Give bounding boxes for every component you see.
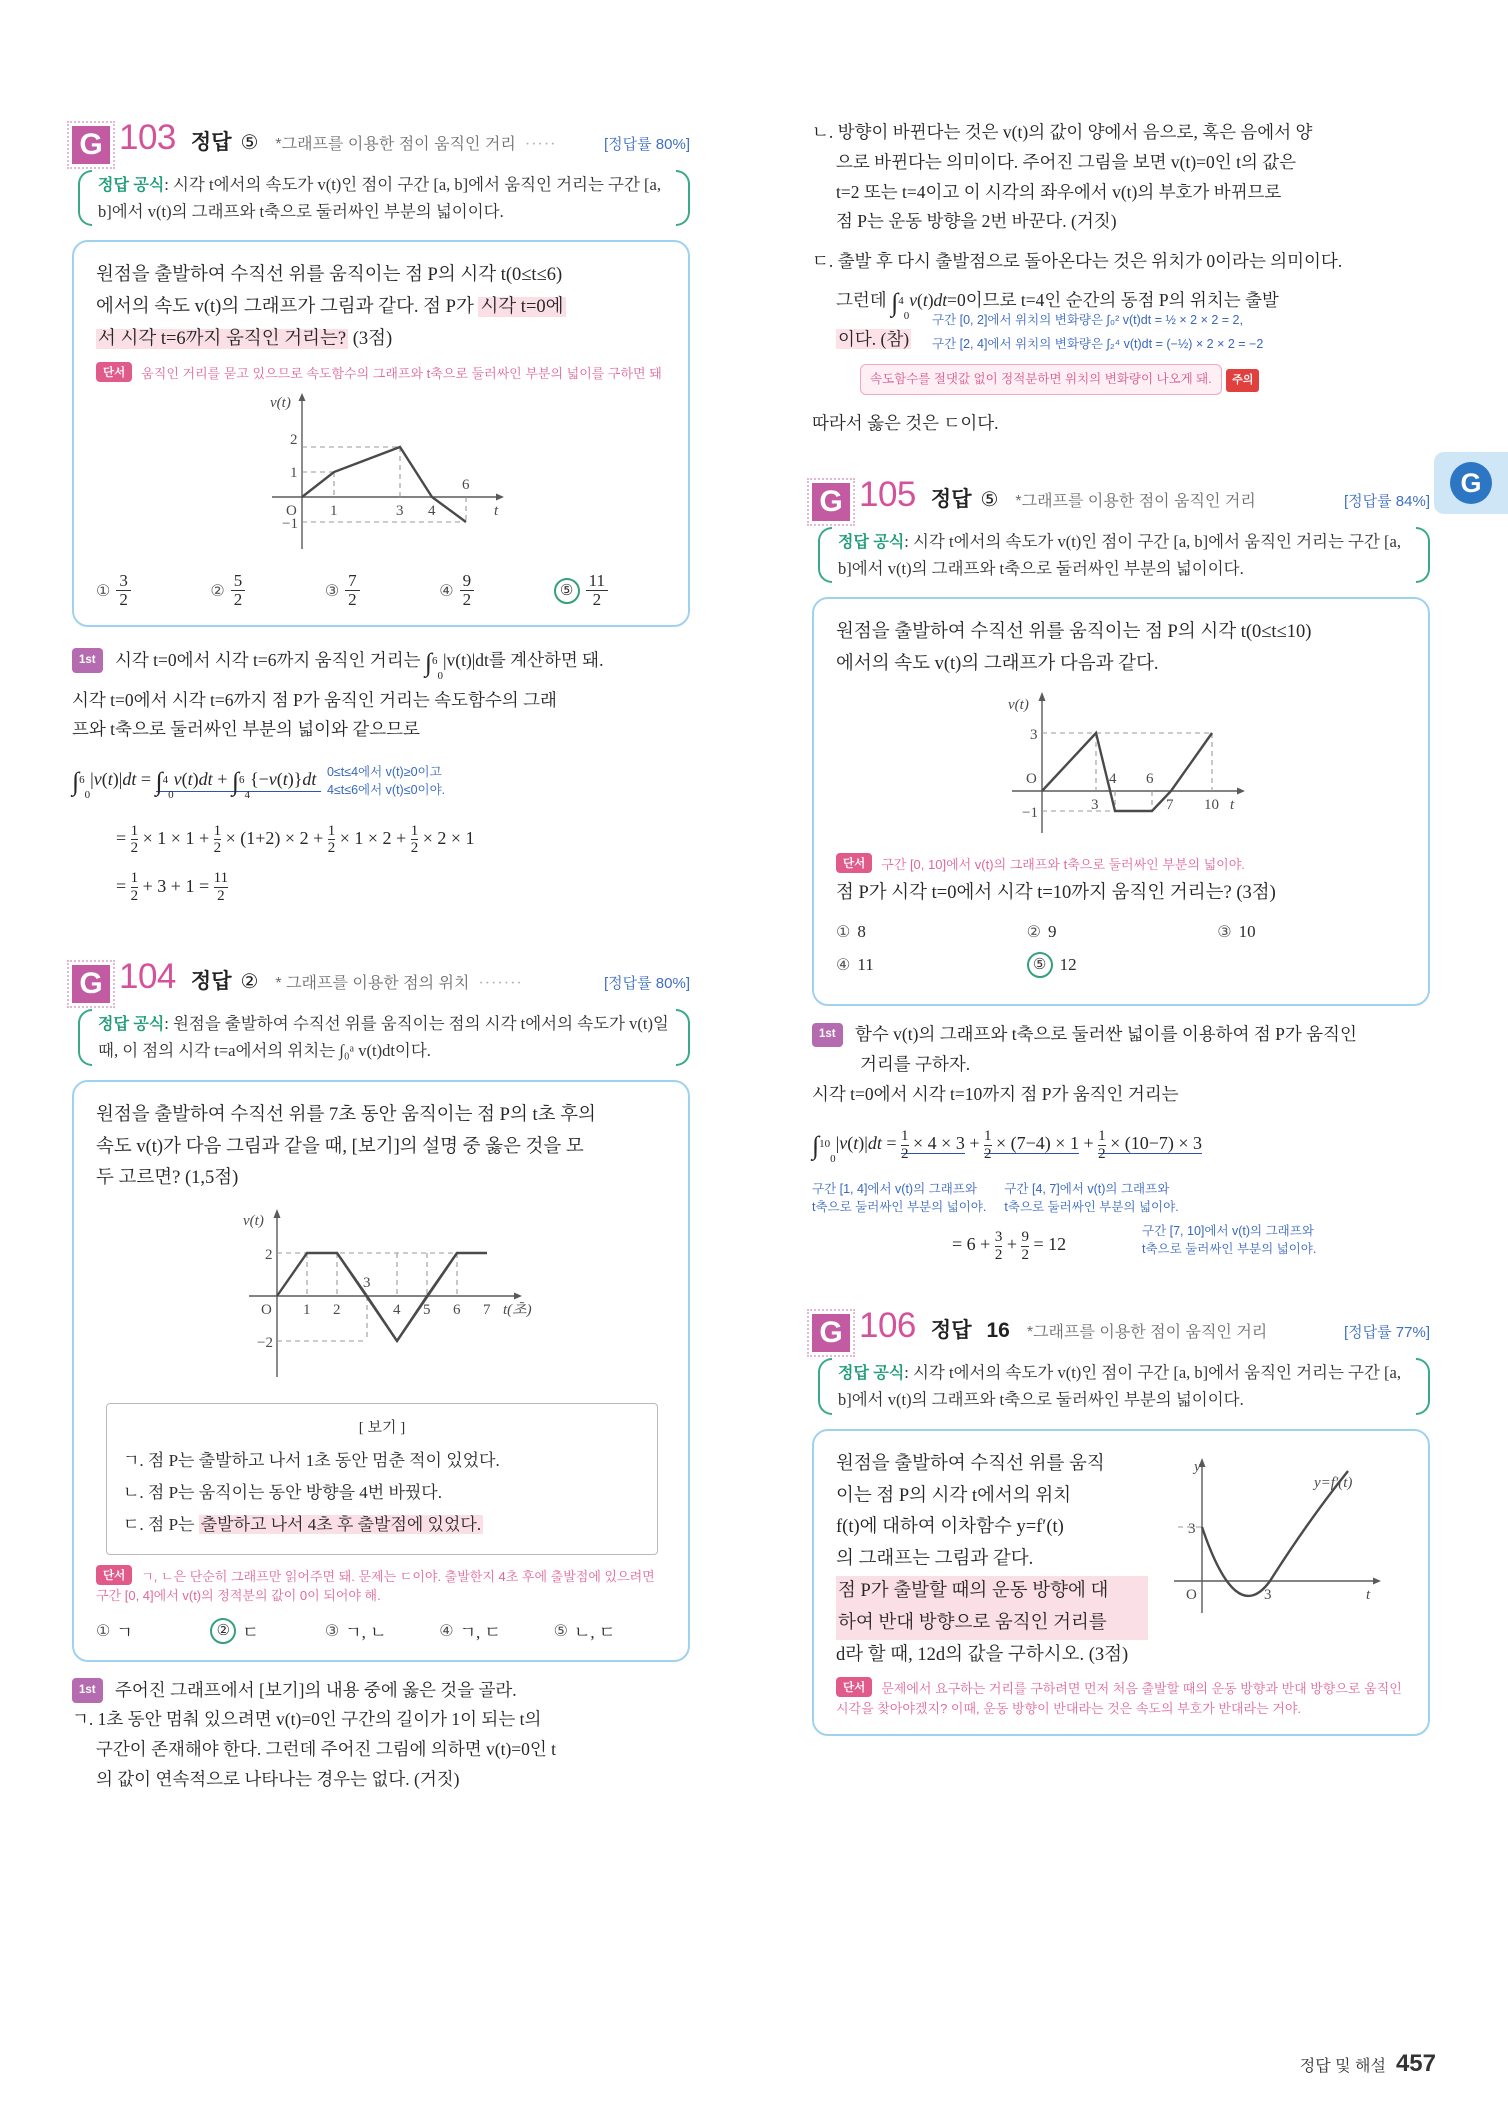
- equation-103-line-3: = $\frac{1}{2}$ + 3 + 1 = $\frac{11}{2}$: [116, 870, 229, 904]
- hint-tag: 단서: [836, 853, 872, 873]
- choice-value: $\frac{7}{2}$: [345, 572, 360, 609]
- footer-label: 정답 및 해설: [1299, 2058, 1386, 2075]
- question-line-5: d라 할 때, 12d의 값을 구하시오. (3점): [836, 1644, 1129, 1665]
- question-card-104: [72, 1080, 690, 1662]
- svg-text:2: 2: [290, 432, 298, 449]
- topic-label: * 그래프를 이용한 점의 위치: [275, 975, 470, 993]
- svg-text:1: 1: [303, 1302, 311, 1319]
- svg-text:y=f′(t): y=f′(t): [1314, 1474, 1353, 1491]
- problem-106-header: [812, 1306, 1430, 1350]
- solution-body-line-2: 프와 t축으로 둘러싸인 부분의 넓이와 같으므로: [72, 719, 420, 740]
- note-105-a: 구간 [1, 4]에서 v(t)의 그래프와 t축으로 둘러싸인 부분의 넓이야.: [812, 1182, 987, 1215]
- svg-text:v(t): v(t): [1008, 696, 1029, 713]
- step-text-b: 거리를 구하자.: [860, 1053, 971, 1074]
- hint-row-105: [836, 853, 1408, 875]
- question-line-2: 에서의 속도 v(t)의 그래프가 다음과 같다.: [836, 654, 1159, 675]
- hint-tag: 단서: [836, 1677, 872, 1697]
- bogi-item-3: ㄷ. 점 P는 출발하고 나서 4초 후 출발점에 있었다.: [123, 1515, 482, 1535]
- choice-1[interactable]: [836, 922, 1027, 942]
- choice-mark: ⑤: [553, 1622, 568, 1640]
- hint-row-106: [836, 1677, 1408, 1718]
- solution-105: [812, 1020, 1430, 1263]
- g-badge-icon: G: [812, 1314, 850, 1352]
- side-tab-letter: G: [1450, 462, 1492, 504]
- question-line-3: f(t)에 대하여 이차함수 y=f′(t): [836, 1517, 1064, 1538]
- equation-105-result: = 6 + $\frac{3}{2}$ + $\frac{9}{2}$ = 12: [952, 1229, 1067, 1263]
- formula-text: : 시각 t에서의 속도가 v(t)인 점이 구간 [a, b]에서 움직인 거리는 구간 [a, b]에서 v(t)의 그래프와 t축으로 둘러싸인 부분의 넓이이다.: [838, 1363, 1402, 1410]
- choice-value: $\frac{3}{2}$: [116, 572, 131, 609]
- svg-text:t(초): t(초): [503, 1302, 532, 1319]
- choice-mark: ④: [439, 1622, 454, 1640]
- choice-mark: ②: [210, 582, 225, 600]
- choice-4[interactable]: [439, 572, 553, 609]
- step-tag: 1st: [72, 648, 103, 673]
- item-c-line-1: ㄷ. 출발 후 다시 출발점으로 돌아온다는 것은 위치가 0이라는 의미이다.: [812, 251, 1343, 271]
- choice-mark: ②: [1026, 924, 1041, 942]
- answer-value: ②: [240, 971, 259, 994]
- svg-text:6: 6: [1146, 770, 1154, 787]
- step-tag: 1st: [72, 1678, 103, 1703]
- leader-dots: ·····: [524, 136, 557, 153]
- choice-mark: ③: [324, 1622, 340, 1640]
- note-103-b: 4≤t≤6에서 v(t)≤0이야.: [326, 783, 446, 798]
- choice-mark-circled: ⑤: [554, 578, 580, 604]
- step-tag: 1st: [812, 1023, 843, 1048]
- choice-2-selected[interactable]: [210, 1618, 324, 1644]
- question-line-2: 속도 v(t)가 다음 그림과 같을 때, [보기]의 설명 중 옳은 것을 모: [96, 1136, 584, 1157]
- note-c-1: 구간 [0, 2]에서 위치의 변화량은 ∫₀² v(t)dt = ½ × 2 × 2 = 2,: [932, 313, 1243, 328]
- g-badge-icon: G: [812, 483, 850, 521]
- svg-text:3: 3: [1030, 726, 1038, 743]
- formula-label: 정답 공식: [838, 1365, 905, 1383]
- question-line-4: 의 그래프는 그림과 같다.: [836, 1549, 1034, 1570]
- choice-3[interactable]: [325, 1618, 439, 1644]
- question-line-3: [96, 324, 668, 356]
- bogi-item-1: ㄱ. 점 P는 출발하고 나서 1초 동안 멈춘 적이 있었다.: [123, 1450, 500, 1470]
- choices-105: [836, 922, 1408, 988]
- solution-body-line-1: ㄱ. 1초 동안 멈춰 있으려면 v(t)=0인 구간의 길이가 1이 되는 t의: [72, 1709, 542, 1730]
- choice-5[interactable]: [554, 1618, 668, 1644]
- solution-body-line-1: 시각 t=0에서 시각 t=10까지 점 P가 움직인 거리는: [812, 1083, 1179, 1104]
- question-line-3-row: [836, 878, 1408, 910]
- svg-text:3: 3: [1264, 1586, 1272, 1603]
- choice-value: 10: [1238, 922, 1256, 942]
- note-103-a: 0≤t≤4에서 v(t)≥0이고: [326, 764, 442, 779]
- choice-value: 8: [857, 922, 866, 942]
- svg-text:−2: −2: [257, 1335, 273, 1352]
- item-b-line-1: ㄴ. 방향이 바뀐다는 것은 v(t)의 값이 양에서 음으로, 혹은 음에서 양: [812, 122, 1313, 142]
- formula-label: 정답 공식: [98, 1016, 165, 1034]
- svg-text:1: 1: [330, 503, 338, 520]
- bogi-item-2: ㄴ. 점 P는 움직이는 동안 방향을 4번 바꿨다.: [123, 1482, 442, 1502]
- problem-105-header: [812, 475, 1430, 516]
- choice-1[interactable]: [96, 1618, 210, 1644]
- problem-number: 104: [119, 957, 176, 997]
- step-text-a: 시각 t=0에서 시각 t=6까지 움직인 거리는: [115, 649, 425, 670]
- choice-mark-circled: ②: [210, 1618, 236, 1644]
- svg-text:4: 4: [1109, 770, 1117, 787]
- accuracy-rate: [정답률 80%]: [604, 975, 690, 993]
- svg-text:2: 2: [333, 1302, 341, 1319]
- svg-text:7: 7: [1166, 796, 1174, 813]
- step-row-105: [812, 1020, 1430, 1050]
- hint-text: 구간 [0, 10]에서 v(t)의 그래프와 t축으로 둘러싸인 부분의 넓이야.: [881, 856, 1245, 872]
- graph-106: [1158, 1449, 1408, 1672]
- svg-text:4: 4: [393, 1302, 401, 1319]
- question-text: [96, 1100, 668, 1195]
- equation-103-line-2: = $\frac{1}{2}$ × 1 × 1 + $\frac{1}{2}$ × (1+2) × 2 + $\frac{1}{2}$ × 1 × 2 + $\frac{1}{2}$ × 2 × 1: [116, 822, 475, 857]
- choice-3[interactable]: [325, 572, 439, 609]
- choice-value: 12: [1059, 955, 1077, 975]
- formula-label: 정답 공식: [98, 177, 165, 194]
- question-card-106: [812, 1429, 1430, 1737]
- solution-body-line-2: 구간이 존재해야 한다. 그런데 주어진 그림에 의하면 v(t)=0인 t: [96, 1739, 557, 1760]
- svg-text:3: 3: [396, 503, 404, 520]
- answer-label: 정답: [930, 487, 972, 511]
- equation-105-line-1: ∫$^{10}_0$|v(t)|dt = $\frac{1}{2}$ × 4 × 3 + $\frac{1}{2}$ × (7−4) × 1 + $\frac{1}{2}$ × (10−7) × 3: [812, 1128, 1203, 1166]
- formula-box-106: [818, 1356, 1430, 1416]
- svg-text:O: O: [1026, 770, 1037, 787]
- question-points: (3점): [352, 328, 393, 349]
- question-points: (3점): [1236, 883, 1276, 904]
- solution-103: [72, 641, 690, 905]
- svg-text:6: 6: [453, 1302, 461, 1319]
- item-c-line-3-text: 이다. (참): [838, 329, 910, 350]
- choice-value: 11: [857, 955, 874, 975]
- item-c-line-2-suffix: =0이므로 t=4인 순간의 동점 P의 위치는 출발: [947, 289, 1279, 310]
- choice-value: ㄱ: [116, 1623, 133, 1643]
- choice-mark: ①: [96, 582, 111, 600]
- problem-number: 103: [119, 118, 176, 157]
- question-highlight-1: 점 P가 출발할 때의 운동 방향에 대: [836, 1576, 1148, 1608]
- formula-box-104: [78, 1007, 690, 1067]
- integral-symbol: ∫$^4_0$: [891, 287, 910, 322]
- formula-label: 정답 공식: [838, 533, 905, 551]
- svg-text:1: 1: [290, 465, 298, 482]
- choice-mark-circled: ⑤: [1027, 952, 1053, 978]
- svg-text:y: y: [1194, 1458, 1201, 1475]
- bogi-box-104: [106, 1403, 658, 1554]
- equation-105-notes: [812, 1180, 1430, 1216]
- choice-value: 9: [1047, 922, 1057, 942]
- step-text: 주어진 그래프에서 [보기]의 내용 중에 옳은 것을 골라.: [115, 1679, 517, 1700]
- left-column: [72, 118, 690, 1795]
- svg-text:O: O: [286, 503, 297, 520]
- choice-5-selected[interactable]: [554, 572, 668, 609]
- item-b-line-2: 으로 바뀐다는 의미이다. 주어진 그림을 보면 v(t)=0인 t의 값은: [836, 151, 1297, 172]
- svg-text:3: 3: [1091, 796, 1099, 813]
- question-line-2: 이는 점 P의 시각 t에서의 위치: [836, 1485, 1072, 1506]
- choice-1[interactable]: [96, 572, 210, 609]
- answer-value: ⑤: [240, 132, 259, 154]
- g-badge-icon: G: [72, 126, 110, 164]
- answer-label: 정답: [190, 131, 232, 154]
- svg-text:−1: −1: [282, 516, 298, 533]
- step-text-b: |v(t)|dt를 계산하면 돼.: [443, 649, 604, 670]
- hint-text: 움직인 거리를 묻고 있으므로 속도함수의 그래프와 t축으로 둘러싸인 부분의 넓이를 구하면 돼: [141, 365, 662, 381]
- solution-104-continuation: [812, 118, 1430, 439]
- hint-tag: 단서: [96, 1565, 132, 1585]
- choice-mark: ①: [836, 924, 851, 942]
- formula-box-105: [818, 525, 1430, 585]
- item-c-line-2-prefix: 그런데: [836, 289, 892, 310]
- note-c-2: 구간 [2, 4]에서 위치의 변화량은 ∫₂⁴ v(t)dt = (−½) × 2 × 2 = −2: [932, 337, 1264, 352]
- answer-label: 정답: [190, 970, 232, 994]
- hint-tag: 단서: [96, 362, 132, 382]
- conclusion-text: 따라서 옳은 것은 ㄷ이다.: [812, 413, 999, 434]
- question-line-1: 원점을 출발하여 수직선 위를 움직이는 점 P의 시각 t(0≤t≤6): [96, 265, 563, 286]
- svg-text:5: 5: [423, 1302, 431, 1319]
- question-text: [836, 1449, 1148, 1672]
- choice-mark: ③: [324, 582, 340, 600]
- svg-text:4: 4: [428, 503, 436, 520]
- item-b-line-3: t=2 또는 t=4이고 이 시각의 좌우에서 v(t)의 부호가 바뀌므로: [836, 181, 1282, 202]
- choice-mark: ①: [96, 1622, 111, 1640]
- choices-103: [96, 572, 668, 609]
- bogi-title: [ 보기 ]: [358, 1420, 406, 1437]
- choices-104: [96, 1618, 668, 1644]
- choice-2[interactable]: [210, 572, 324, 609]
- callout-text: 속도함수를 절댓값 없이 정적분하면 위치의 변화량이 나오게 돼.: [860, 364, 1222, 395]
- question-line-1: 원점을 출발하여 수직선 위를 7초 동안 움직이는 점 P의 t초 후의: [96, 1104, 596, 1125]
- problem-104-header: [72, 957, 690, 1001]
- solution-body-line-1: 시각 t=0에서 시각 t=6까지 점 P가 움직인 거리는 속도함수의 그래: [72, 689, 557, 710]
- svg-text:6: 6: [462, 477, 470, 494]
- question-card-103: [72, 240, 690, 627]
- question-line-2-text: 에서의 속도 v(t)의 그래프가 그림과 같다. 점 P가: [96, 297, 474, 318]
- warning-tag: 주의: [1226, 369, 1259, 392]
- right-column: [812, 118, 1430, 1750]
- svg-text:v(t): v(t): [270, 395, 291, 412]
- svg-text:O: O: [261, 1302, 272, 1319]
- question-line-1: 원점을 출발하여 수직선 위를 움직이는 점 P의 시각 t(0≤t≤10): [836, 622, 1312, 643]
- question-points: (3점): [1088, 1644, 1129, 1665]
- topic-label: *그래프를 이용한 점이 움직인 거리: [275, 136, 516, 153]
- question-highlight-2: 하여 반대 방향으로 움직인 거리를: [836, 1608, 1148, 1640]
- hint-text: ㄱ, ㄴ은 단순히 그래프만 읽어주면 돼. 문제는 ㄷ이야. 출발한지 4초 후에 출발점에 있으려면 구간 [0, 4]에서 v(t)의 정적분의 값이 0이 되어야 해.: [96, 1568, 655, 1604]
- choice-value: ㄷ: [242, 1623, 259, 1643]
- accuracy-rate: [정답률 84%]: [1344, 492, 1430, 510]
- svg-text:t: t: [1366, 1586, 1371, 1603]
- choice-value: ㄱ, ㄴ: [345, 1623, 387, 1643]
- leader-dots: ·······: [478, 975, 523, 993]
- item-b-line-4: 점 P는 운동 방향을 2번 바꾼다. (거짓): [836, 211, 1117, 232]
- formula-text: : 시각 t에서의 속도가 v(t)인 점이 구간 [a, b]에서 움직인 거리는 구간 [a, b]에서 v(t)의 그래프와 t축으로 둘러싸인 부분의 넓이이다.: [98, 175, 662, 221]
- problem-106: [812, 1306, 1430, 1736]
- choice-value: $\frac{5}{2}$: [231, 572, 246, 609]
- solution-body-line-3: 의 값이 연속적으로 나타나는 경우는 없다. (거짓): [96, 1768, 460, 1789]
- choice-mark: ④: [439, 582, 454, 600]
- svg-text:3: 3: [1188, 1520, 1196, 1537]
- graph-105: [836, 687, 1408, 847]
- solution-104: [72, 1676, 690, 1795]
- problem-104: [72, 957, 690, 1794]
- formula-text: : 시각 t에서의 속도가 v(t)인 점이 구간 [a, b]에서 움직인 거리는 구간 [a, b]에서 v(t)의 그래프와 t축으로 둘러싸인 부분의 넓이이다.: [838, 531, 1402, 578]
- step-row-104: [72, 1676, 690, 1706]
- hint-row-103: [96, 362, 668, 384]
- equation-103-line-1: ∫$^6_0$|v(t)|dt = ∫$^4_0$v(t)dt + ∫$^6_4${−v(t)}dt 0≤t≤4에서 v(t)≥0이고 4≤t≤6에서 v(t)≤0이야.: [72, 764, 446, 802]
- topic-label: *그래프를 이용한 점이 움직인 거리: [1015, 492, 1256, 510]
- step-row-103: [72, 641, 690, 686]
- svg-text:t: t: [1230, 796, 1235, 813]
- question-highlight-2: 서 시각 t=6까지 움직인 거리는?: [98, 328, 347, 349]
- question-text: [836, 617, 1408, 681]
- choice-value: $\frac{11}{2}$: [586, 572, 608, 609]
- problem-103: [72, 118, 690, 905]
- svg-text:−1: −1: [1022, 804, 1038, 821]
- choice-mark: ③: [1217, 924, 1232, 942]
- accuracy-rate: [정답률 80%]: [604, 136, 690, 153]
- problem-105: [812, 474, 1430, 1263]
- side-tab-g[interactable]: [1434, 452, 1508, 514]
- page-footer: [1300, 2050, 1436, 2078]
- choice-3[interactable]: [1217, 922, 1408, 942]
- graph-104: [96, 1201, 668, 1391]
- question-line-3: 두 고르면? (1,5점): [96, 1168, 239, 1189]
- question-text: [96, 260, 668, 355]
- formula-box-103: [78, 168, 690, 228]
- accuracy-rate: [정답률 77%]: [1344, 1324, 1430, 1342]
- problem-103-header: [72, 118, 690, 159]
- answer-label: 정답: [930, 1319, 972, 1343]
- question-line-2: [96, 292, 668, 324]
- choice-4[interactable]: [836, 952, 1027, 978]
- bogi-item-3-highlight: 출발하고 나서 4초 후 출발점에 있었다.: [200, 1515, 482, 1535]
- item-c-line-2: 그런데 ∫$^4_0$v(t)dt=0이므로 t=4인 순간의 동점 P의 위치는 출발: [836, 287, 1279, 322]
- question-highlight-1: 시각 t=0에: [480, 297, 564, 318]
- svg-text:3: 3: [363, 1275, 371, 1292]
- question-line-1: 원점을 출발하여 수직선 위를 움직: [836, 1453, 1105, 1474]
- page-number: 457: [1395, 2050, 1436, 2077]
- question-card-105: [812, 597, 1430, 1006]
- item-c-notes: [932, 311, 1430, 353]
- formula-text: : 원점을 출발하여 수직선 위를 움직이는 점의 시각 t에서의 속도가 v(t)일 때, 이 점의 시각 t=a에서의 위치는 ∫₀ᵃ v(t)dt이다.: [98, 1014, 669, 1061]
- warning-callout: [860, 363, 1430, 395]
- choice-value: $\frac{9}{2}$: [460, 572, 475, 609]
- choice-5-selected[interactable]: [1027, 952, 1218, 978]
- integral-symbol: ∫$^6_0$: [424, 647, 444, 682]
- svg-text:10: 10: [1204, 796, 1219, 813]
- choice-value: ㄴ, ㄷ: [573, 1623, 616, 1643]
- problem-number: 106: [859, 1306, 916, 1346]
- question-line-3: 점 P가 시각 t=0에서 시각 t=10까지 움직인 거리는?: [836, 883, 1232, 904]
- choice-4[interactable]: [439, 1618, 553, 1644]
- choice-mark: ④: [836, 957, 851, 975]
- step-text-a: 함수 v(t)의 그래프와 t축으로 둘러싼 넓이를 이용하여 점 P가 움직인: [855, 1024, 1357, 1045]
- note-105-b: 구간 [4, 7]에서 v(t)의 그래프와 t축으로 둘러싸인 부분의 넓이야.: [1004, 1182, 1179, 1215]
- svg-text:t: t: [494, 503, 499, 520]
- choice-value: ㄱ, ㄷ: [459, 1623, 501, 1643]
- svg-text:2: 2: [265, 1247, 273, 1264]
- choice-2[interactable]: [1027, 922, 1218, 942]
- hint-text: 문제에서 요구하는 거리를 구하려면 먼저 처음 출발할 때의 운동 방향과 반대 방향으로 움직인 시각을 찾아야겠지? 이때, 운동 방향이 반대라는 것은 속도의 부호가 반대라는 거야.: [836, 1681, 1402, 1716]
- hint-row-104: [96, 1565, 668, 1606]
- g-badge-icon: G: [72, 965, 110, 1003]
- svg-text:7: 7: [483, 1302, 491, 1319]
- answer-value: 16: [986, 1319, 1010, 1343]
- answer-value: ⑤: [980, 488, 999, 511]
- problem-number: 105: [859, 474, 916, 514]
- topic-label: *그래프를 이용한 점이 움직인 거리: [1026, 1324, 1268, 1342]
- svg-text:v(t): v(t): [243, 1213, 264, 1230]
- note-105-c: 구간 [7, 10]에서 v(t)의 그래프와 t축으로 둘러싸인 부분의 넓이야.: [1142, 1224, 1317, 1257]
- graph-103: [96, 389, 668, 564]
- svg-text:O: O: [1186, 1586, 1197, 1603]
